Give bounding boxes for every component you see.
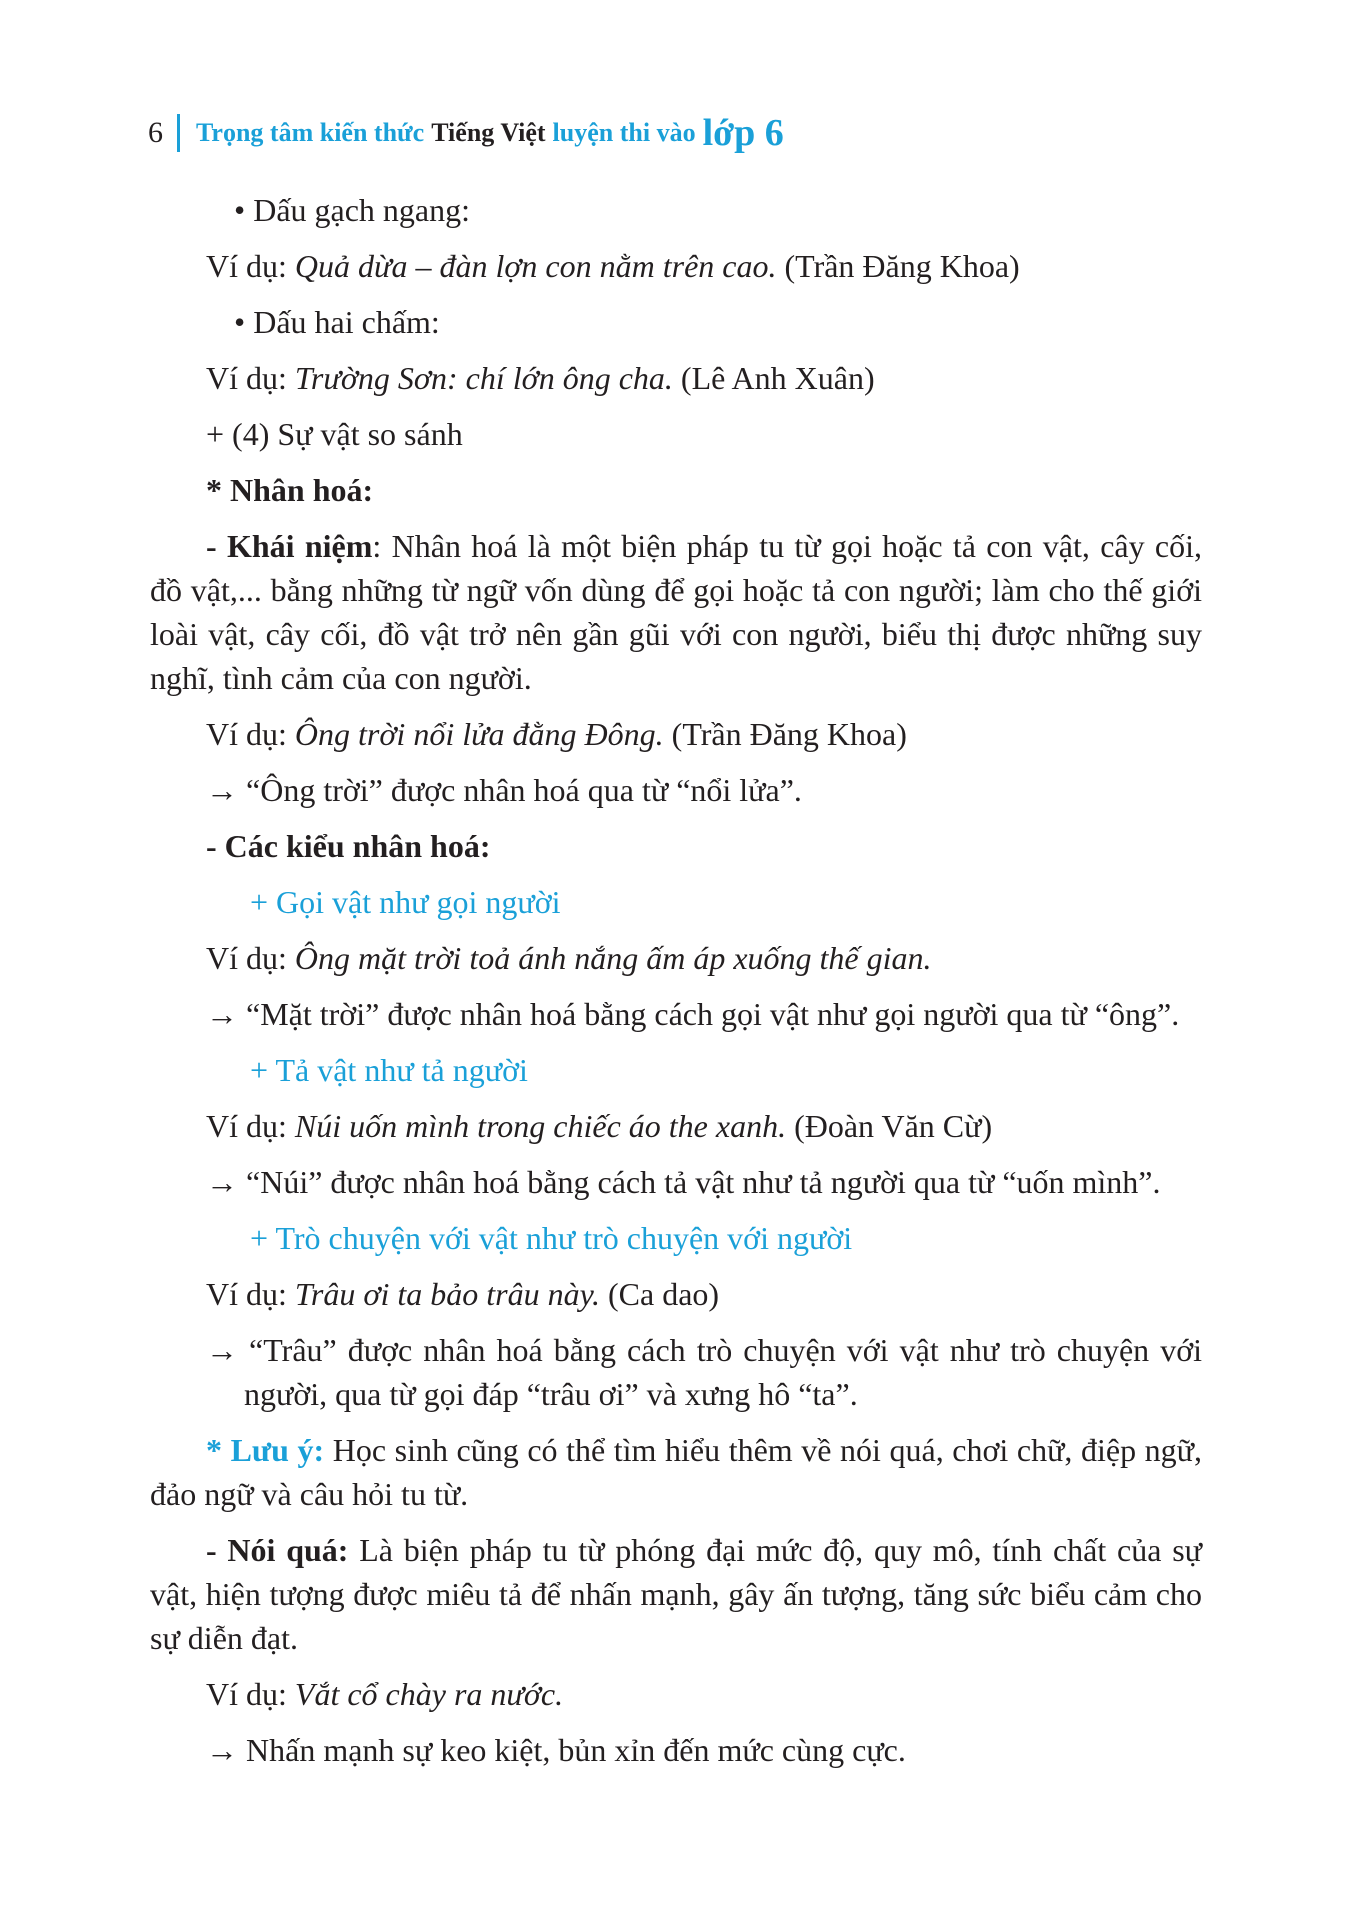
page-body xyxy=(150,188,1202,1772)
explanation-ong-troi: → “Ông trời” được nhân hoá qua từ “nổi lửa”. xyxy=(206,772,802,808)
example-quote: Trường Sơn: chí lớn ông cha. xyxy=(294,360,673,396)
note-label: * Lưu ý: xyxy=(206,1432,325,1468)
example-trau: Ví dụ: Trâu ơi ta bảo trâu này. (Ca dao) xyxy=(206,1276,720,1312)
example-nui: Ví dụ: Núi uốn mình trong chiếc áo the xanh. (Đoàn Văn Cừ) xyxy=(206,1108,993,1144)
example-label: Ví dụ: xyxy=(206,248,295,284)
example-vat-co: Ví dụ: Vắt cổ chày ra nước. xyxy=(206,1676,564,1712)
example-quote: Quả dừa – đàn lợn con nằm trên cao. xyxy=(294,248,777,284)
item-compared-object: + (4) Sự vật so sánh xyxy=(206,416,463,452)
page-number: 6 xyxy=(148,116,163,149)
type-describe-object: + Tả vật như tả người xyxy=(250,1052,528,1088)
bullet-dash: • Dấu gạch ngang: xyxy=(234,192,471,228)
example-dash xyxy=(150,244,1202,288)
types-heading: - Các kiểu nhân hoá: xyxy=(206,828,491,864)
noi-qua-text: Là biện pháp tu từ phóng đại mức độ, quy mô, tính chất của sự vật, hiện tượng được miêu tả để nhấn mạnh, gây ấn tượng, tăng sức biểu cảm cho sự diễn đạt. xyxy=(150,1532,1203,1656)
header-divider xyxy=(177,114,180,152)
header-title-part1: Trọng tâm kiến thức xyxy=(196,118,425,147)
page-header xyxy=(148,108,784,158)
noi-qua-paragraph xyxy=(150,1528,1202,1660)
example-source: (Lê Anh Xuân) xyxy=(672,360,875,396)
explanation-mat-troi: → “Mặt trời” được nhân hoá bằng cách gọi vật như gọi người qua từ “ông”. xyxy=(206,996,1180,1032)
noi-qua-label: - Nói quá: xyxy=(206,1532,349,1568)
concept-paragraph xyxy=(150,524,1202,700)
example-ong-troi: Ví dụ: Ông trời nổi lửa đằng Đông. (Trần Đăng Khoa) xyxy=(206,716,907,752)
example-mat-troi: Ví dụ: Ông mặt trời toả ánh nắng ấm áp xuống thế gian. xyxy=(206,940,932,976)
example-label: Ví dụ: xyxy=(206,360,295,396)
type-call-object: + Gọi vật như gọi người xyxy=(250,884,561,920)
section-heading-nhan-hoa: * Nhân hoá: xyxy=(206,472,374,508)
note-text: Học sinh cũng có thể tìm hiểu thêm về nói quá, chơi chữ, điệp ngữ, đảo ngữ và câu hỏi tu từ. xyxy=(150,1432,1203,1512)
header-title-part2: Tiếng Việt xyxy=(431,118,546,147)
example-colon xyxy=(150,356,1202,400)
type-talk-to-object: + Trò chuyện với vật như trò chuyện với người xyxy=(250,1220,853,1256)
header-title-grade: lớp 6 xyxy=(702,112,784,154)
explanation-trau: → “Trâu” được nhân hoá bằng cách trò chuyện với vật như trò chuyện với người, qua từ gọi đáp “trâu ơi” và xưng hô “ta”. xyxy=(206,1332,1202,1412)
concept-label: - Khái niệm xyxy=(206,528,373,564)
header-title-part3: luyện thi vào xyxy=(552,118,696,147)
explanation-nui: → “Núi” được nhân hoá bằng cách tả vật như tả người qua từ “uốn mình”. xyxy=(206,1164,1161,1200)
concept-text: : Nhân hoá là một biện pháp tu từ gọi hoặc tả con vật, cây cối, đồ vật,... bằng những từ ngữ vốn dùng để gọi hoặc tả con người; làm cho thế giới loài vật, cây cối, đồ vật trở nên gần gũi với con người, biểu thị được những suy nghĩ, tình cảm của con người. xyxy=(150,528,1203,696)
bullet-colon: • Dấu hai chấm: xyxy=(234,304,440,340)
note-paragraph xyxy=(150,1428,1202,1516)
example-source: (Trần Đăng Khoa) xyxy=(776,248,1020,284)
explanation-vat-co: → Nhấn mạnh sự keo kiệt, bủn xỉn đến mức cùng cực. xyxy=(206,1732,906,1768)
